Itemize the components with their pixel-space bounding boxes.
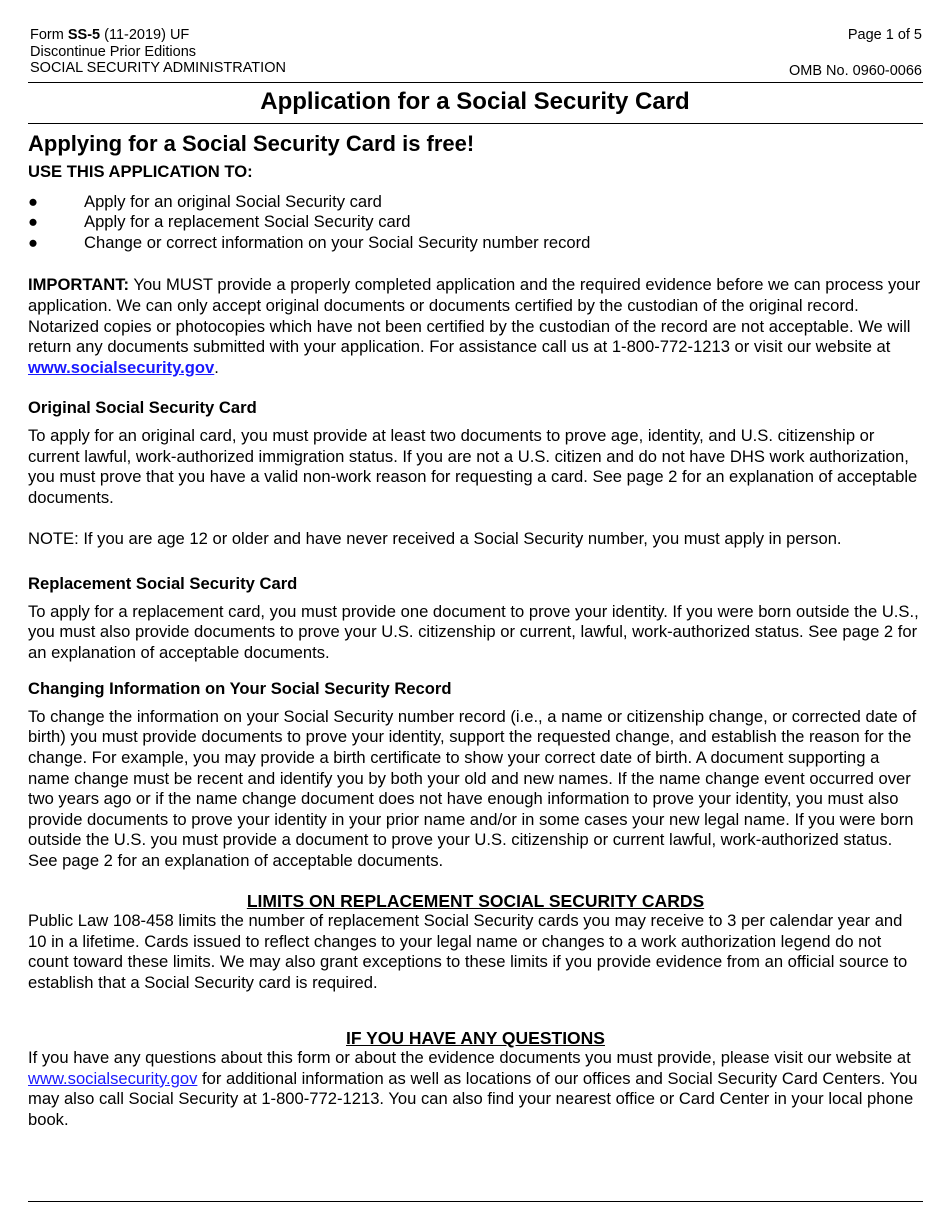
page-number: Page 1 of 5 xyxy=(847,27,922,43)
list-item: ● Apply for a replacement Social Security card xyxy=(28,212,411,232)
bullet-icon: ● xyxy=(28,232,39,252)
questions-heading: IF YOU HAVE ANY QUESTIONS xyxy=(346,1027,605,1048)
original-card-text: To apply for an original card, you must provide at least two documents to prove age, identity, and U.S. citizenship or current lawful, work-authorized immigration status. If you are not a U.S. citizen and do not have DHS work authorization, you must prove that you have a valid non-work reason for requesting a card. See page 2 for an explanation of acceptable documents. xyxy=(28,425,918,507)
original-card-heading: Original Social Security Card xyxy=(28,398,257,418)
free-heading: Applying for a Social Security Card is free! xyxy=(28,131,475,156)
discontinue-note: Discontinue Prior Editions xyxy=(30,43,197,60)
bullet-icon: ● xyxy=(28,212,39,232)
list-item: ● Change or correct information on your Social Security number record xyxy=(28,232,591,252)
limits-heading: LIMITS ON REPLACEMENT SOCIAL SECURITY CARDS xyxy=(246,890,705,911)
website-link[interactable]: www.socialsecurity.gov xyxy=(28,1068,198,1088)
footer-divider xyxy=(28,1201,923,1202)
omb-number: OMB No. 0960-0066 xyxy=(789,62,922,79)
replacement-card-heading: Replacement Social Security Card xyxy=(28,573,298,593)
main-content xyxy=(28,128,923,1131)
form-header-left xyxy=(30,27,286,77)
bullet-icon: ● xyxy=(28,191,39,211)
title-divider xyxy=(28,123,923,124)
changing-info-heading: Changing Information on Your Social Security Record xyxy=(28,679,452,699)
questions-text: If you have any questions about this form or about the evidence documents you must provide, please visit our website at www.socialsecurity.gov for additional information as well as locations of our offices and Social Security Card Centers. You may also call Social Security at 1-800-772-1213. You can also find your nearest office or Card Center in your local phone book. xyxy=(28,1048,918,1129)
changing-info-text: To change the information on your Social Security number record (i.e., a name or citizenship change, or corrected date of birth) you must provide documents to prove your identity, support the requested change, and establish the reason for the change. For example, you may provide a birth certificate to show your correct date of birth. A document supporting a name change must be recent and identify you by both your old and new names. If the name change event occurred over two years ago or if the name change document does not have enough information to prove your identity, you must also provide documents to prove your identity in your prior name and/or in some cases your new legal name. If you were born outside the U.S. you must provide a document to prove your U.S. citizenship or current lawful, work-authorized status. See page 2 for an explanation of acceptable documents. xyxy=(28,706,917,871)
limits-text: Public Law 108-458 limits the number of replacement Social Security cards you may receive to 3 per calendar year and 10 in a lifetime. Cards issued to reflect changes to your legal name or changes to a work authorization legend do not count toward these limits. We may also grant exceptions to these limits if you provide evidence from an official source to establish that a Social Security card is required. xyxy=(28,911,908,992)
important-paragraph: IMPORTANT: You MUST provide a properly completed application and the required evidence before we can process your application. We can only accept original documents or documents certified by the custodian of the original record. Notarized copies or photocopies which have not been certified by the custodian of the record are not acceptable. We will return any documents submitted with your application. For assistance call us at 1-800-772-1213 or visit our website at www.socialsecurity.gov. xyxy=(28,275,921,377)
form-identifier: Form SS-5 (11-2019) UF xyxy=(30,27,190,43)
header-divider xyxy=(28,82,923,83)
list-item: ● Apply for an original Social Security card xyxy=(28,191,382,211)
use-list xyxy=(28,192,923,254)
original-card-note: NOTE: If you are age 12 or older and have never received a Social Security number, you must apply in person. xyxy=(28,529,842,549)
page-title: Application for a Social Security Card xyxy=(260,88,690,115)
agency-name: SOCIAL SECURITY ADMINISTRATION xyxy=(30,60,286,76)
website-link[interactable]: www.socialsecurity.gov xyxy=(28,357,215,377)
replacement-card-text: To apply for a replacement card, you must provide one document to prove your identity. If you were born outside the U.S., you must also provide documents to prove your U.S. citizenship or current, lawful, work-authorized status. See page 2 for an explanation of acceptable documents. xyxy=(28,601,919,662)
form-header-right xyxy=(789,27,922,79)
use-label: USE THIS APPLICATION TO: xyxy=(28,162,253,181)
